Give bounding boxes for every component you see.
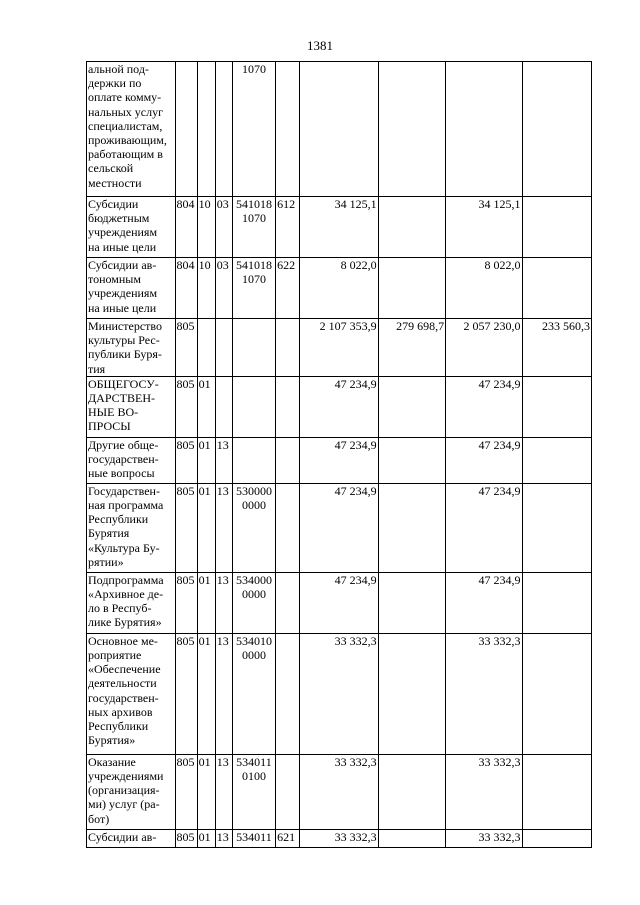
table-row [87, 376, 592, 437]
cell-ved: 805 [175, 633, 197, 754]
row-name: Другие обще- государствен- ные вопросы [87, 437, 176, 483]
cell-sum-year1: 2 107 353,9 [300, 319, 378, 377]
cell-subsection: 13 [215, 829, 232, 847]
cell-sum-year2: 33 332,3 [446, 754, 522, 829]
cell-target-article: 541018 1070 [232, 197, 275, 258]
row-name: Оказание учреждениями (организация- ми) услуг (ра- бот) [87, 754, 176, 829]
cell-sum-year2 [446, 62, 522, 197]
cell-sum-year2-federal [522, 829, 591, 847]
table-row [87, 62, 592, 197]
cell-subsection [215, 62, 232, 197]
cell-sum-year2: 2 057 230,0 [446, 319, 522, 377]
cell-section: 01 [197, 437, 215, 483]
cell-expense-type: 622 [276, 258, 300, 319]
table-row [87, 633, 592, 754]
cell-sum-year1: 33 332,3 [300, 633, 378, 754]
row-name: Министерство культуры Рес- публики Буря- тия [87, 319, 176, 377]
page-number: 1381 [307, 38, 333, 53]
cell-sum-year2: 47 234,9 [446, 376, 522, 437]
cell-subsection: 13 [215, 483, 232, 572]
cell-sum-year2: 47 234,9 [446, 483, 522, 572]
cell-sum-year2: 34 125,1 [446, 197, 522, 258]
row-name: ОБЩЕГОСУ- ДАРСТВЕН- НЫЕ ВО- ПРОСЫ [87, 376, 176, 437]
cell-sum-year2-federal [522, 197, 591, 258]
cell-section [197, 62, 215, 197]
cell-target-article [232, 319, 275, 377]
row-name: Основное ме- роприятие «Обеспечение деятельности государствен- ных архивов Республики Бурятия» [87, 633, 176, 754]
cell-ved: 805 [175, 572, 197, 633]
cell-sum-year2-federal [522, 754, 591, 829]
cell-sum-year1-federal [378, 754, 445, 829]
cell-sum-year1: 47 234,9 [300, 572, 378, 633]
cell-section [197, 319, 215, 377]
cell-target-article: 534011 [232, 829, 275, 847]
cell-sum-year2: 33 332,3 [446, 829, 522, 847]
cell-sum-year2-federal: 233 560,3 [522, 319, 591, 377]
cell-sum-year1-federal [378, 829, 445, 847]
cell-sum-year1-federal: 279 698,7 [378, 319, 445, 377]
table-row [87, 197, 592, 258]
cell-sum-year1: 47 234,9 [300, 437, 378, 483]
cell-target-article: 530000 0000 [232, 483, 275, 572]
row-name: Субсидии бюджетным учреждениям на иные цели [87, 197, 176, 258]
cell-subsection [215, 319, 232, 377]
cell-sum-year1: 47 234,9 [300, 483, 378, 572]
cell-subsection: 13 [215, 437, 232, 483]
table-row [87, 437, 592, 483]
cell-section: 10 [197, 258, 215, 319]
cell-sum-year2-federal [522, 633, 591, 754]
table-row [87, 754, 592, 829]
cell-sum-year1-federal [378, 62, 445, 197]
table-body [87, 62, 592, 848]
cell-ved: 805 [175, 376, 197, 437]
cell-expense-type: 621 [276, 829, 300, 847]
cell-subsection [215, 376, 232, 437]
cell-expense-type [276, 319, 300, 377]
table-row [87, 572, 592, 633]
cell-section: 01 [197, 633, 215, 754]
cell-ved: 804 [175, 258, 197, 319]
cell-sum-year1: 8 022,0 [300, 258, 378, 319]
cell-expense-type: 612 [276, 197, 300, 258]
cell-ved: 804 [175, 197, 197, 258]
cell-target-article [232, 437, 275, 483]
cell-subsection: 13 [215, 633, 232, 754]
cell-sum-year1: 47 234,9 [300, 376, 378, 437]
cell-expense-type [276, 572, 300, 633]
cell-sum-year2-federal [522, 483, 591, 572]
cell-section: 10 [197, 197, 215, 258]
cell-expense-type [276, 483, 300, 572]
cell-sum-year1 [300, 62, 378, 197]
cell-sum-year1-federal [378, 572, 445, 633]
cell-sum-year2: 47 234,9 [446, 572, 522, 633]
cell-sum-year2-federal [522, 437, 591, 483]
cell-subsection: 13 [215, 754, 232, 829]
cell-sum-year2-federal [522, 258, 591, 319]
row-name: Субсидии ав- тономным учреждениям на иные цели [87, 258, 176, 319]
cell-sum-year1-federal [378, 483, 445, 572]
budget-table [86, 61, 592, 848]
cell-subsection: 03 [215, 258, 232, 319]
cell-sum-year2-federal [522, 572, 591, 633]
cell-target-article: 534011 0100 [232, 754, 275, 829]
cell-sum-year2-federal [522, 376, 591, 437]
cell-sum-year1-federal [378, 633, 445, 754]
cell-sum-year1-federal [378, 437, 445, 483]
cell-expense-type [276, 754, 300, 829]
cell-sum-year1-federal [378, 376, 445, 437]
cell-sum-year1-federal [378, 197, 445, 258]
cell-sum-year1: 33 332,3 [300, 754, 378, 829]
cell-subsection: 03 [215, 197, 232, 258]
row-name: Подпрограмма «Архивное де- ло в Респуб- лике Бурятия» [87, 572, 176, 633]
cell-section: 01 [197, 829, 215, 847]
row-name: Субсидии ав- [87, 829, 176, 847]
cell-expense-type [276, 437, 300, 483]
cell-expense-type [276, 62, 300, 197]
cell-section: 01 [197, 483, 215, 572]
cell-target-article: 534000 0000 [232, 572, 275, 633]
cell-target-article: 541018 1070 [232, 258, 275, 319]
cell-ved: 805 [175, 483, 197, 572]
cell-section: 01 [197, 376, 215, 437]
cell-section: 01 [197, 572, 215, 633]
row-name: альной под- держки по оплате комму- нальных услуг специалистам, проживающим, работающим в сельской местности [87, 62, 176, 197]
table-row [87, 483, 592, 572]
cell-ved [175, 62, 197, 197]
cell-sum-year1: 34 125,1 [300, 197, 378, 258]
table-row [87, 258, 592, 319]
cell-expense-type [276, 633, 300, 754]
cell-ved: 805 [175, 829, 197, 847]
cell-subsection: 13 [215, 572, 232, 633]
cell-sum-year1-federal [378, 258, 445, 319]
cell-target-article: 1070 [232, 62, 275, 197]
cell-ved: 805 [175, 754, 197, 829]
row-name: Государствен- ная программа Республики Бурятия «Культура Бу- рятии» [87, 483, 176, 572]
cell-expense-type [276, 376, 300, 437]
cell-sum-year2: 47 234,9 [446, 437, 522, 483]
cell-target-article: 534010 0000 [232, 633, 275, 754]
table-row [87, 319, 592, 377]
cell-ved: 805 [175, 319, 197, 377]
table-row [87, 829, 592, 847]
cell-sum-year2: 8 022,0 [446, 258, 522, 319]
cell-sum-year2-federal [522, 62, 591, 197]
cell-sum-year1: 33 332,3 [300, 829, 378, 847]
cell-sum-year2: 33 332,3 [446, 633, 522, 754]
cell-target-article [232, 376, 275, 437]
cell-section: 01 [197, 754, 215, 829]
cell-ved: 805 [175, 437, 197, 483]
